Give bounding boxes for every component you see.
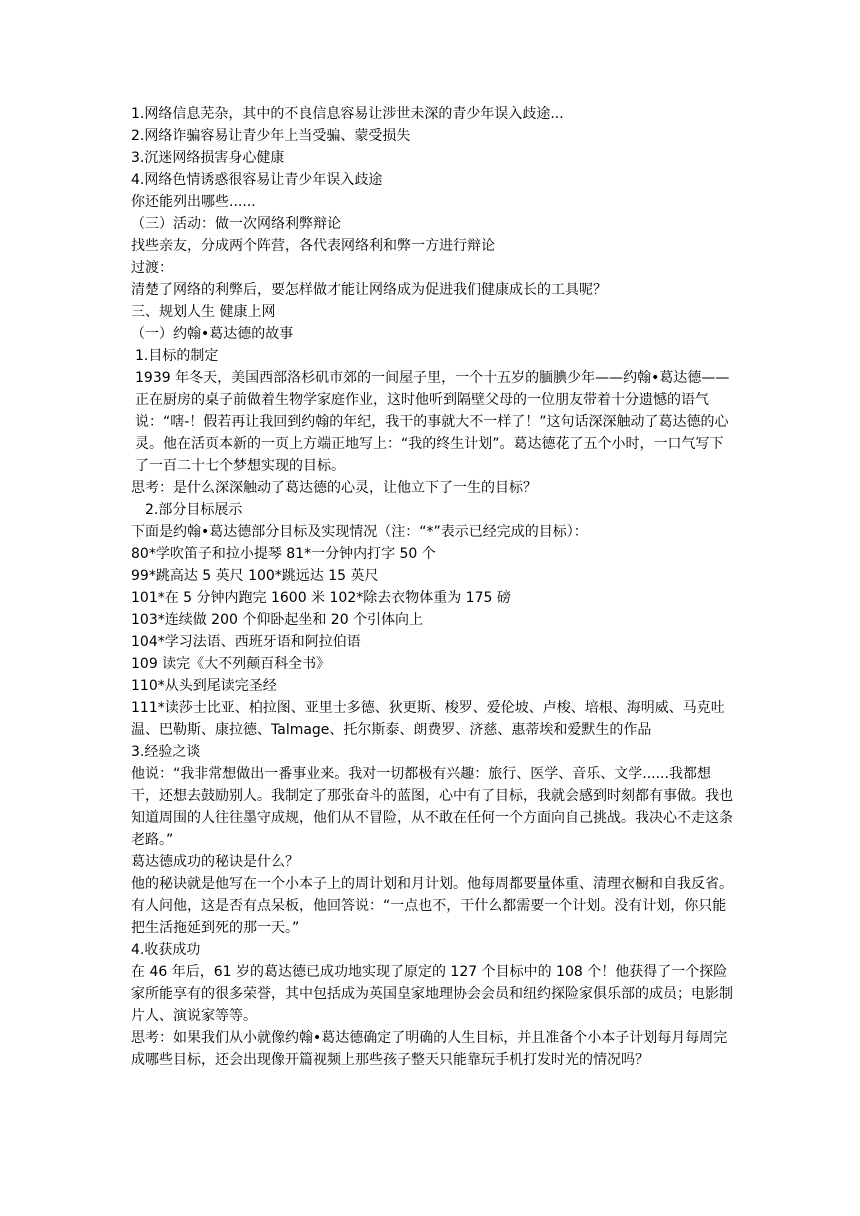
text-line: 葛达德成功的秘诀是什么？ [131,854,299,870]
subheading: 4.收获成功 [131,942,201,958]
section-heading: 三、规划人生 健康上网 [131,304,276,320]
text-line: 你还能列出哪些...... [131,194,256,210]
paragraph: 在 46 年后，61 岁的葛达德已成功地实现了原定的 127 个目标中的 108 个！他获得了一个探险家所能享有的很多荣誉，其中包括成为英国皇家地理协会会员和纽约探险家俱乐部的成员；电影制片人、演说家等等。 [131,964,733,1024]
text-line: 1.网络信息芜杂，其中的不良信息容易让涉世未深的青少年误入歧途... [131,106,564,122]
goal-item: 101*在 5 分钟内跑完 1600 米 102*除去衣物体重为 175 磅 [131,590,511,606]
section-heading: （三）活动：做一次网络利弊辩论 [131,216,341,232]
text-line: 4.网络色情诱惑很容易让青少年误入歧途 [131,172,383,188]
goal-item: 99*跳高达 5 英尺 100*跳远达 15 英尺 [131,568,379,584]
subheading: 3.经验之谈 [131,744,201,760]
subheading: 2.部分目标展示 [145,502,243,518]
document-body [131,103,737,1071]
section-heading: （一）约翰•葛达德的故事 [131,326,294,342]
text-line: 过渡： [131,260,173,276]
goal-item: 109 读完《大不列颠百科全书》 [131,656,331,672]
paragraph: 他说：“我非常想做出一番事业来。我对一切都极有兴趣：旅行、医学、音乐、文学......我都想干，还想去鼓励别人。我制定了那张奋斗的蓝图，心中有了目标，我就会感到时刻都有事做。我也知道周围的人往往墨守成规，他们从不冒险，从不敢在任何一个方面向自己挑战。我决心不走这条老路。” [131,766,733,848]
goal-item: 103*连续做 200 个仰卧起坐和 20 个引体向上 [131,612,424,628]
goal-item: 104*学习法语、西班牙语和阿拉伯语 [131,634,361,650]
paragraph: 他的秘诀就是他写在一个小本子上的周计划和月计划。他每周都要量体重、清理衣橱和自我反省。有人问他，这是否有点呆板，他回答说：“一点也不，干什么都需要一个计划。没有计划，你只能把生活拖延到死的那一天。” [131,876,733,936]
goal-item: 80*学吹笛子和拉小提琴 81*一分钟内打字 50 个 [131,546,436,562]
text-line: 2.网络诈骗容易让青少年上当受骗、蒙受损失 [131,128,411,144]
text-line: 思考：是什么深深触动了葛达德的心灵，让他立下了一生的目标？ [131,480,537,496]
text-line: 清楚了网络的利弊后，要怎样做才能让网络成为促进我们健康成长的工具呢？ [131,282,607,298]
text-line: 找些亲友，分成两个阵营，各代表网络利和弊一方进行辩论 [131,238,495,254]
text-line: 下面是约翰•葛达德部分目标及实现情况（注：“*”表示已经完成的目标）： [131,524,588,540]
subheading: 1.目标的制定 [135,348,219,364]
text-line: 3.沉迷网络损害身心健康 [131,150,285,166]
goal-item: 111*读莎士比亚、柏拉图、亚里士多德、狄更斯、梭罗、爱伦坡、卢梭、培根、海明威、马克吐温、巴勒斯、康拉德、Talmage、托尔斯泰、朗费罗、济慈、惠蒂埃和爱默生的作品 [131,700,725,738]
paragraph: 思考：如果我们从小就像约翰•葛达德确定了明确的人生目标，并且准备个小本子计划每月每周完成哪些目标，还会出现像开篇视频上那些孩子整天只能靠玩手机打发时光的情况吗？ [131,1030,728,1068]
paragraph: 1939 年冬天，美国西部洛杉矶市郊的一间屋子里，一个十五岁的腼腆少年——约翰•葛达德——正在厨房的桌子前做着生物学家庭作业，这时他听到隔壁父母的一位朋友带着十分遗憾的语气说：“嗐-！假若再让我回到约翰的年纪，我干的事就大不一样了！”这句话深深触动了葛达德的心灵。他在活页本新的一页上方端正地写上：“我的终生计划”。葛达德花了五个小时，一口气写下了一百二十七个梦想实现的目标。 [135,370,730,474]
goal-item: 110*从头到尾读完圣经 [131,678,277,694]
